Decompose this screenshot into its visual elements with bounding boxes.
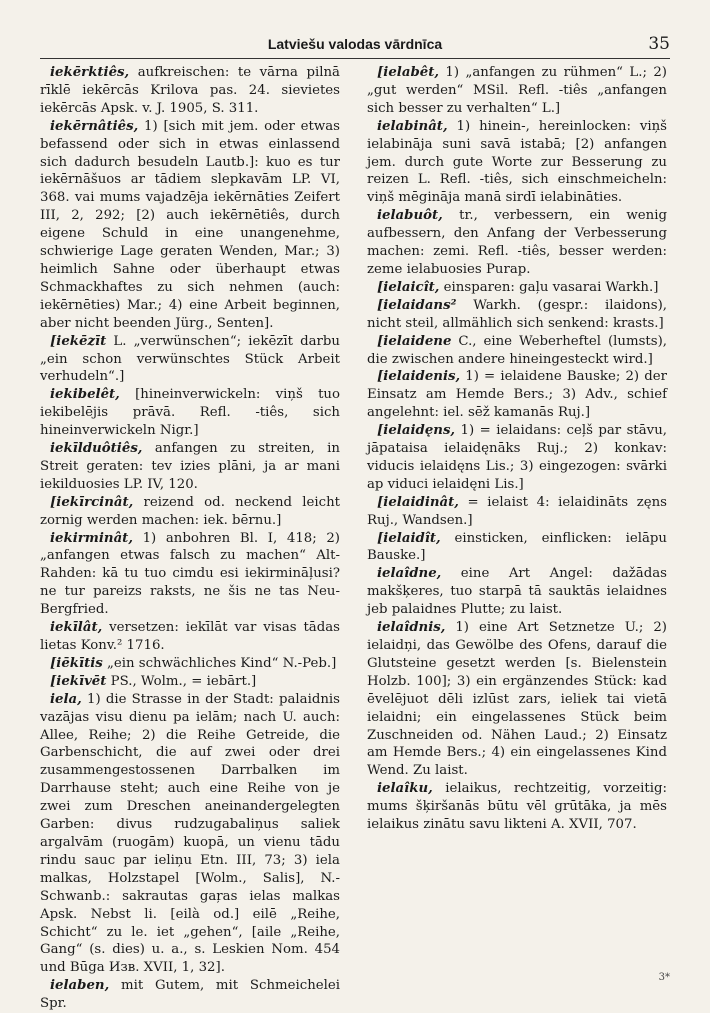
entry-headword: [ielaidęns, <box>377 423 456 439</box>
dictionary-entry <box>367 780 667 834</box>
entry-headword: [ielaidinât, <box>377 494 459 510</box>
dictionary-entry <box>40 118 340 333</box>
entry-headword: [ielabêt, <box>377 65 439 80</box>
entry-definition: versetzen: iekīlāt var visas tādas lietas Konv.² 1716. <box>40 620 340 653</box>
dictionary-entry <box>40 64 340 118</box>
entry-headword: iela, <box>50 691 82 707</box>
entry-definition: eine Art Angel: dažādas makšķeres, tuo starpā tā sauktās ielaidnes jeb palaidnes Plutte; zu laist. <box>367 566 667 618</box>
signature-mark: 3* <box>658 972 670 983</box>
entry-headword: [iekīvēt <box>50 673 107 689</box>
dictionary-entry <box>40 386 340 440</box>
left-column <box>40 64 340 1013</box>
entry-definition: 1) = ielaidene Bauske; 2) der Einsatz am Hemde Bers.; 3) Adv., schief angelehnt: iel. sēž kamanās Ruj.] <box>367 369 667 421</box>
dictionary-entry <box>367 64 667 118</box>
entry-headword: [ielaicît, <box>377 279 440 295</box>
entry-definition: reizend od. neckend leicht zornig werden machen: iek. bērnu.] <box>40 494 340 528</box>
page-header <box>40 36 670 56</box>
entry-headword: ielaîku, <box>377 781 433 797</box>
dictionary-entry <box>40 440 340 494</box>
dictionary-entry <box>40 977 340 1013</box>
page-number: 35 <box>648 34 670 54</box>
entry-definition: aufkreischen: te vārna pilnā rīklē iekērcās Krilova pas. 24. sievietes iekērcās Apsk. v. J. 1905, S. 311. <box>40 65 340 116</box>
dictionary-entry <box>367 118 667 208</box>
entry-headword: ielaben, <box>50 978 110 994</box>
dictionary-entry <box>40 494 340 530</box>
right-column <box>367 64 667 834</box>
entry-definition: tr., verbessern, ein wenig aufbessern, den Anfang der Verbesserung machen: zemi. Refl. -tiês, besser werden: zeme ielabuosies Purap. <box>367 208 667 277</box>
entry-headword: iekīlduôtiês, <box>50 441 143 457</box>
entry-definition: L. „verwünschen“; iekēzīt darbu „ein schon verwünschtes Stück Arbeit verhudeln“.] <box>40 333 340 385</box>
entry-definition: 1) = ielaidans: ceļš par stāvu, jāpataisa ielaidęnāks Ruj.; 2) konkav: viducis ielaidęns Lis.; 3) eingezogen: svārki ap viduci ielaidęni Lis.] <box>367 423 667 492</box>
entry-definition: 1) hinein-, hereinlocken: viņš ielabināja suni savā istabā; [2) anfangen jem. durch gute Worte zur Besserung zu reizen L. Refl. -tiês, sich einschmeicheln: viņš mēgināja manā sirdī ielabināties. <box>367 118 667 206</box>
entry-headword: [ielaidans² <box>377 297 457 313</box>
entry-headword: iekērktiês, <box>50 65 130 80</box>
dictionary-entry <box>40 655 340 673</box>
entry-definition: [hineinverwickeln: viņš tuo iekibelējis prāvā. Refl. -tiês, sich hineinverwickeln Nigr.] <box>40 387 340 439</box>
entry-headword: iekirminât, <box>50 530 133 546</box>
dictionary-entry <box>367 530 667 566</box>
dictionary-entry <box>367 565 667 619</box>
entry-headword: ielabinât, <box>377 118 448 134</box>
dictionary-entry <box>367 297 667 333</box>
entry-headword: [iēkītis <box>50 655 103 671</box>
entry-definition: einsparen: gaļu vasarai Warkh.] <box>439 279 659 295</box>
entry-headword: iekīlât, <box>50 620 103 636</box>
entry-headword: ielaîdnis, <box>377 620 446 636</box>
entry-headword: [ielaidenis, <box>377 369 461 385</box>
dictionary-entry <box>367 494 667 530</box>
entry-headword: ielabuôt, <box>377 208 443 224</box>
entry-definition: 1) eine Art Setznetze U.; 2) ielaidņi, das Gewölbe des Ofens, darauf die Glutsteine gesetzt werden [s. Bielenstein Holzb. 100]; 3) ein ergänzendes Stück: kad ēvelējuot dēli izlūst zars, ieliek tai vietā ielaidni; ein eingelassenes Stück beim Zuschneiden od. Nähen Laud.; 2) Einsatz am Hemde Bers.; 4) ein eingelassenes Kind Wend. Zu laist. <box>367 620 667 779</box>
entry-definition: 1) „anfangen zu rühmen“ L.; 2) „gut werden“ MSil. Refl. -tiês „anfangen sich besser zu verhalten“ L.] <box>367 65 667 116</box>
entry-definition: 1) anbohren Bl. I, 418; 2) „anfangen etwas falsch zu machen“ Alt-Rahden: kā tu tuo cimdu esi iekirmināļusi? ne tur pareizs raksts, ne šis ne tas Neu-Bergfried. <box>40 530 340 618</box>
entry-definition: C., eine Weberheftel (lumsts), die zwischen andere hineingesteckt wird.] <box>367 333 667 367</box>
entry-definition: 1) [sich mit jem. oder etwas befassend oder sich in etwas einlassend sich dadurch besudeln Lautb.]: kuo es tur iekērnāšuos ar tādiem slepkavām LP. VI, 368. vai mums vajadzēja iekērnāties Zeifert III, 2, 292; [2) auch iekērnētiês, durch eigene Schuld in eine unangenehme, schwierige Lage geraten Wenden, Mar.; 3) heimlich Sahne oder überhaupt etwas Schmackhaftes zu sich nehmen (auch: iekērnēties) Mar.; 4) eine Arbeit beginnen, aber nicht beenden Jürg., Senten]. <box>40 118 340 331</box>
entry-definition: ielaikus, rechtzeitig, vorzeitig: mums šķiršanās būtu vēl grūtāka, ja mēs ielaikus zinātu savu likteni A. XVII, 707. <box>367 781 667 833</box>
entry-headword: [ielaidene <box>377 333 452 349</box>
entry-definition: PS., Wolm., = iebārt.] <box>106 673 257 689</box>
dictionary-entry <box>40 691 340 978</box>
running-title: Latviešu valodas vārdnīca <box>267 36 443 52</box>
dictionary-entry <box>367 368 667 422</box>
dictionary-entry <box>367 207 667 279</box>
entry-headword: iekērnâtiês, <box>50 118 139 134</box>
entry-definition: „ein schwächliches Kind“ N.-Peb.] <box>102 655 337 671</box>
entry-headword: [iekēzīt <box>50 333 107 349</box>
entry-definition: einsticken, einflicken: ielāpu Bauske.] <box>367 530 667 564</box>
header-rule <box>40 58 670 59</box>
dictionary-entry <box>367 422 667 494</box>
entry-definition: Warkh. (gespr.: ilaidons), nicht steil, allmählich sich senkend: krasts.] <box>367 297 667 331</box>
entry-definition: 1) die Strasse in der Stadt: palaidnis vazājas visu dienu pa ielām; nach U. auch: Allee, Reihe; 2) die Reihe Getreide, die Garbenschicht, die auf zwei oder drei zusammengestossenen Darrbalken im Darrhause steht; auch eine Reihe von je zwei zum Dreschen aneinandergelegten Garben: divus rudzugabaliņus saliek argalvām (ruogām) kuopā, un vienu tādu rindu sauc par ieliņu Etn. III, 73; 3) iela malkas, Holzstapel [Wolm., Salis], N.-Schwanb.: sakrautas gaŗas ielas malkas Apsk. Nebst li. [eilà od.] eilē „Reihe, Schicht“ zu le. iet „gehen“, [aile „Reihe, Gang“ (s. dies) u. a., s. Leskien Nom. 454 und Būga Изв. XVII, 1, 32]. <box>40 691 340 976</box>
dictionary-entry <box>367 619 667 780</box>
dictionary-entry <box>40 619 340 655</box>
entry-definition: mit Gutem, mit Schmeichelei Spr. <box>40 978 340 1012</box>
entry-definition: = ielaist 4: ielaidināts zęns Ruj., Wandsen.] <box>367 494 667 528</box>
dictionary-entry <box>367 333 667 369</box>
dictionary-entry <box>40 530 340 620</box>
entry-headword: [ielaidît, <box>377 530 441 546</box>
entry-headword: ielaîdne, <box>377 566 442 582</box>
dictionary-entry <box>367 279 667 297</box>
entry-headword: [iekīrcinât, <box>50 494 134 510</box>
entry-headword: iekibelêt, <box>50 387 120 403</box>
dictionary-entry <box>40 673 340 691</box>
entry-definition: anfangen zu streiten, in Streit geraten: tev izies plāni, ja ar mani iekilduosies LP. IV, 120. <box>40 441 340 492</box>
dictionary-entry <box>40 333 340 387</box>
